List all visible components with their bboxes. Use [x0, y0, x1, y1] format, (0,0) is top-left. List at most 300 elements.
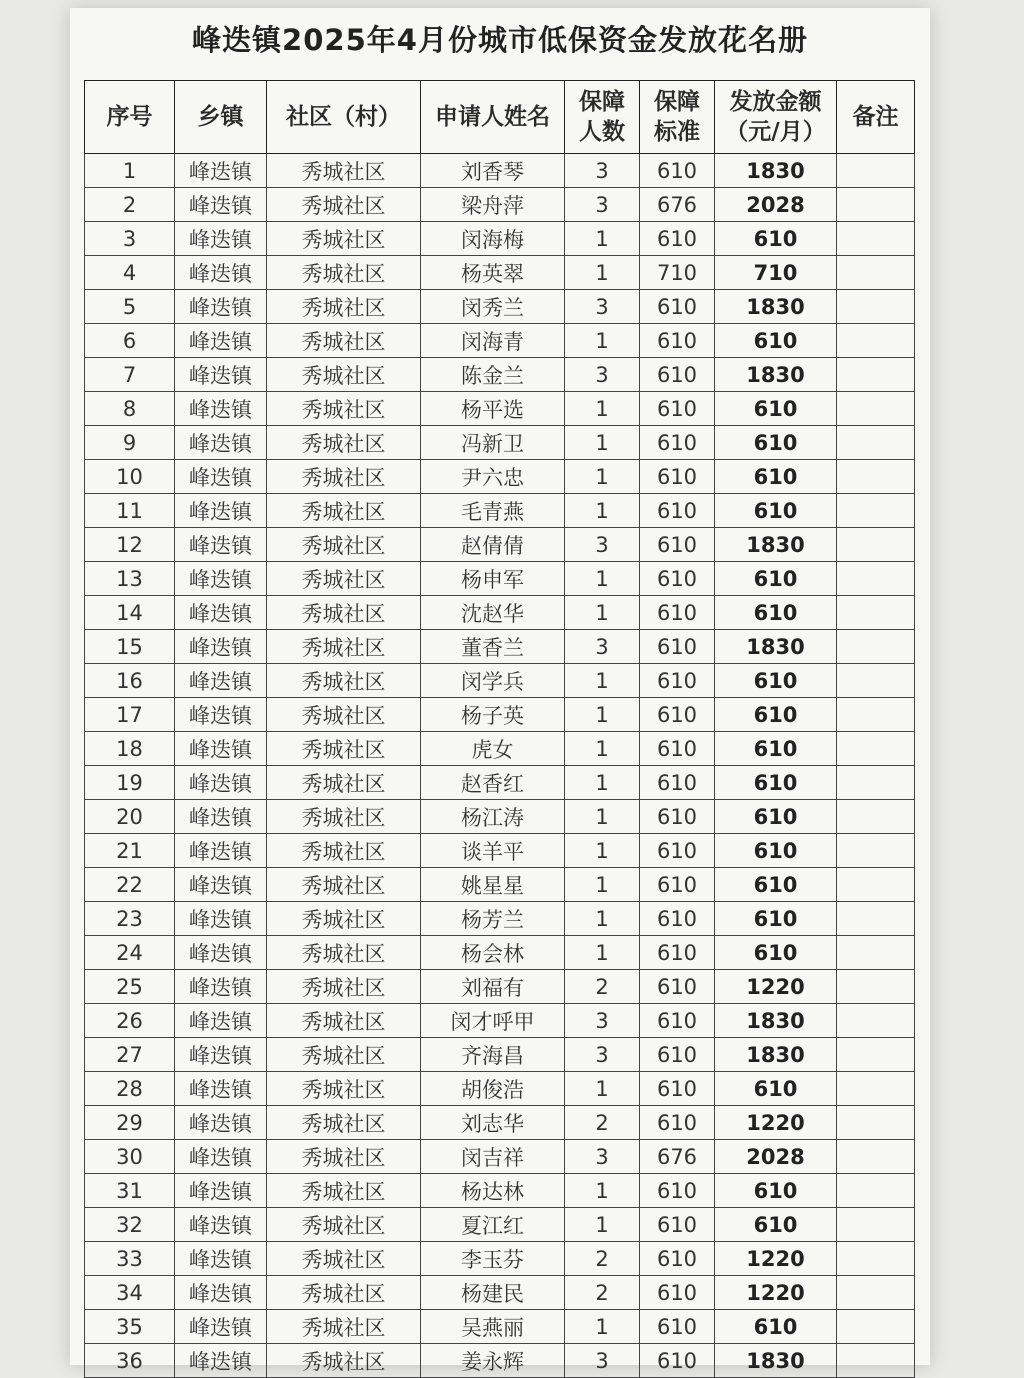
cell-persons: 1	[565, 664, 640, 698]
cell-town: 峰迭镇	[175, 256, 267, 290]
cell-persons: 1	[565, 936, 640, 970]
cell-seq: 11	[85, 494, 175, 528]
cell-community: 秀城社区	[267, 460, 421, 494]
cell-persons: 1	[565, 698, 640, 732]
cell-persons: 1	[565, 426, 640, 460]
cell-persons: 2	[565, 970, 640, 1004]
cell-standard: 610	[640, 902, 715, 936]
document-page	[70, 8, 930, 1374]
cell-remark	[837, 188, 915, 222]
cell-community: 秀城社区	[267, 970, 421, 1004]
cell-standard: 610	[640, 766, 715, 800]
table-row	[85, 1208, 915, 1242]
cell-persons: 3	[565, 188, 640, 222]
cell-town: 峰迭镇	[175, 222, 267, 256]
cell-seq: 28	[85, 1072, 175, 1106]
cell-town: 峰迭镇	[175, 1344, 267, 1378]
cell-amount: 610	[715, 1310, 837, 1344]
cell-standard: 610	[640, 562, 715, 596]
cell-persons: 1	[565, 494, 640, 528]
cell-name: 董香兰	[421, 630, 565, 664]
cell-amount: 1830	[715, 528, 837, 562]
cell-seq: 32	[85, 1208, 175, 1242]
cell-persons: 1	[565, 834, 640, 868]
header-remark: 备注	[837, 81, 915, 154]
cell-remark	[837, 154, 915, 188]
cell-remark	[837, 1344, 915, 1378]
cell-name: 刘福有	[421, 970, 565, 1004]
cell-persons: 1	[565, 732, 640, 766]
cell-standard: 710	[640, 256, 715, 290]
cell-remark	[837, 698, 915, 732]
cell-community: 秀城社区	[267, 1174, 421, 1208]
cell-name: 胡俊浩	[421, 1072, 565, 1106]
cell-persons: 3	[565, 154, 640, 188]
cell-community: 秀城社区	[267, 1276, 421, 1310]
table-row	[85, 1344, 915, 1378]
cell-town: 峰迭镇	[175, 800, 267, 834]
cell-persons: 3	[565, 630, 640, 664]
cell-town: 峰迭镇	[175, 970, 267, 1004]
cell-name: 杨芳兰	[421, 902, 565, 936]
cell-remark	[837, 664, 915, 698]
header-name: 申请人姓名	[421, 81, 565, 154]
cell-seq: 9	[85, 426, 175, 460]
cell-persons: 1	[565, 1174, 640, 1208]
cell-name: 杨建民	[421, 1276, 565, 1310]
cell-remark	[837, 392, 915, 426]
header-town: 乡镇	[175, 81, 267, 154]
cell-seq: 2	[85, 188, 175, 222]
cell-amount: 1830	[715, 1038, 837, 1072]
cell-town: 峰迭镇	[175, 358, 267, 392]
cell-seq: 18	[85, 732, 175, 766]
cell-name: 闵秀兰	[421, 290, 565, 324]
cell-town: 峰迭镇	[175, 528, 267, 562]
cell-community: 秀城社区	[267, 1072, 421, 1106]
cell-community: 秀城社区	[267, 392, 421, 426]
cell-town: 峰迭镇	[175, 290, 267, 324]
table-row	[85, 528, 915, 562]
cell-seq: 20	[85, 800, 175, 834]
cell-seq: 27	[85, 1038, 175, 1072]
header-standard	[640, 81, 715, 154]
cell-remark	[837, 766, 915, 800]
cell-amount: 610	[715, 494, 837, 528]
cell-town: 峰迭镇	[175, 1106, 267, 1140]
cell-remark	[837, 426, 915, 460]
cell-amount: 610	[715, 936, 837, 970]
cell-name: 杨申军	[421, 562, 565, 596]
cell-name: 梁舟萍	[421, 188, 565, 222]
cell-persons: 1	[565, 324, 640, 358]
table-row	[85, 1140, 915, 1174]
table-row	[85, 222, 915, 256]
cell-persons: 1	[565, 596, 640, 630]
cell-remark	[837, 1106, 915, 1140]
cell-persons: 1	[565, 222, 640, 256]
table-row	[85, 1106, 915, 1140]
table-row	[85, 970, 915, 1004]
cell-amount: 610	[715, 596, 837, 630]
cell-town: 峰迭镇	[175, 494, 267, 528]
cell-community: 秀城社区	[267, 1004, 421, 1038]
cell-community: 秀城社区	[267, 936, 421, 970]
cell-community: 秀城社区	[267, 528, 421, 562]
roster-body	[85, 154, 915, 1378]
table-row	[85, 494, 915, 528]
cell-standard: 610	[640, 1072, 715, 1106]
table-row	[85, 1310, 915, 1344]
cell-town: 峰迭镇	[175, 1004, 267, 1038]
header-amount-line1: 发放金额	[729, 89, 822, 115]
cell-remark	[837, 732, 915, 766]
header-amount-line2: （元/月）	[725, 119, 826, 145]
cell-standard: 610	[640, 936, 715, 970]
cell-seq: 4	[85, 256, 175, 290]
cell-standard: 676	[640, 188, 715, 222]
cell-standard: 610	[640, 154, 715, 188]
cell-remark	[837, 1208, 915, 1242]
table-row	[85, 1174, 915, 1208]
cell-amount: 610	[715, 698, 837, 732]
cell-name: 闵学兵	[421, 664, 565, 698]
cell-standard: 610	[640, 222, 715, 256]
cell-name: 夏江红	[421, 1208, 565, 1242]
cell-amount: 1830	[715, 290, 837, 324]
cell-name: 赵倩倩	[421, 528, 565, 562]
cell-seq: 34	[85, 1276, 175, 1310]
cell-town: 峰迭镇	[175, 936, 267, 970]
cell-remark	[837, 596, 915, 630]
cell-community: 秀城社区	[267, 800, 421, 834]
cell-name: 齐海昌	[421, 1038, 565, 1072]
cell-standard: 610	[640, 732, 715, 766]
cell-amount: 610	[715, 222, 837, 256]
cell-name: 刘志华	[421, 1106, 565, 1140]
cell-seq: 24	[85, 936, 175, 970]
cell-town: 峰迭镇	[175, 154, 267, 188]
cell-remark	[837, 1276, 915, 1310]
cell-name: 杨英翠	[421, 256, 565, 290]
cell-name: 杨平选	[421, 392, 565, 426]
cell-community: 秀城社区	[267, 256, 421, 290]
cell-community: 秀城社区	[267, 324, 421, 358]
cell-name: 刘香琴	[421, 154, 565, 188]
cell-remark	[837, 460, 915, 494]
cell-persons: 3	[565, 1140, 640, 1174]
cell-remark	[837, 1140, 915, 1174]
header-standard-line2: 标准	[654, 119, 700, 145]
cell-community: 秀城社区	[267, 494, 421, 528]
cell-town: 峰迭镇	[175, 460, 267, 494]
cell-town: 峰迭镇	[175, 1140, 267, 1174]
cell-persons: 1	[565, 460, 640, 494]
cell-name: 吴燕丽	[421, 1310, 565, 1344]
cell-name: 李玉芬	[421, 1242, 565, 1276]
cell-community: 秀城社区	[267, 664, 421, 698]
table-row	[85, 664, 915, 698]
cell-seq: 3	[85, 222, 175, 256]
cell-seq: 6	[85, 324, 175, 358]
table-row	[85, 1072, 915, 1106]
table-row	[85, 732, 915, 766]
cell-remark	[837, 936, 915, 970]
cell-standard: 610	[640, 290, 715, 324]
cell-town: 峰迭镇	[175, 1310, 267, 1344]
cell-standard: 610	[640, 1174, 715, 1208]
cell-community: 秀城社区	[267, 868, 421, 902]
cell-name: 闵吉祥	[421, 1140, 565, 1174]
table-row	[85, 358, 915, 392]
cell-amount: 1830	[715, 1344, 837, 1378]
cell-amount: 610	[715, 426, 837, 460]
cell-town: 峰迭镇	[175, 664, 267, 698]
cell-amount: 610	[715, 1208, 837, 1242]
cell-town: 峰迭镇	[175, 324, 267, 358]
table-row	[85, 460, 915, 494]
cell-persons: 1	[565, 562, 640, 596]
cell-community: 秀城社区	[267, 290, 421, 324]
cell-persons: 1	[565, 868, 640, 902]
cell-amount: 1830	[715, 1004, 837, 1038]
cell-amount: 2028	[715, 1140, 837, 1174]
cell-standard: 610	[640, 630, 715, 664]
cell-name: 杨会林	[421, 936, 565, 970]
cell-amount: 610	[715, 766, 837, 800]
cell-standard: 610	[640, 460, 715, 494]
cell-persons: 3	[565, 1038, 640, 1072]
cell-community: 秀城社区	[267, 766, 421, 800]
cell-seq: 36	[85, 1344, 175, 1378]
cell-remark	[837, 1174, 915, 1208]
cell-seq: 14	[85, 596, 175, 630]
header-seq: 序号	[85, 81, 175, 154]
header-persons-line1: 保障	[579, 89, 625, 115]
header-persons	[565, 81, 640, 154]
cell-community: 秀城社区	[267, 562, 421, 596]
cell-town: 峰迭镇	[175, 630, 267, 664]
cell-community: 秀城社区	[267, 1242, 421, 1276]
table-row	[85, 800, 915, 834]
roster-table	[84, 80, 915, 1378]
cell-persons: 1	[565, 766, 640, 800]
cell-name: 杨江涛	[421, 800, 565, 834]
cell-persons: 3	[565, 290, 640, 324]
cell-seq: 10	[85, 460, 175, 494]
cell-standard: 610	[640, 426, 715, 460]
table-row	[85, 1004, 915, 1038]
cell-town: 峰迭镇	[175, 766, 267, 800]
cell-amount: 1220	[715, 970, 837, 1004]
cell-name: 姚星星	[421, 868, 565, 902]
cell-name: 闵海青	[421, 324, 565, 358]
document-title: 峰迭镇2025年4月份城市低保资金发放花名册	[192, 23, 808, 57]
cell-town: 峰迭镇	[175, 392, 267, 426]
table-row	[85, 868, 915, 902]
table-row	[85, 630, 915, 664]
cell-seq: 26	[85, 1004, 175, 1038]
cell-standard: 610	[640, 324, 715, 358]
table-row	[85, 766, 915, 800]
cell-remark	[837, 902, 915, 936]
table-row	[85, 596, 915, 630]
cell-amount: 610	[715, 562, 837, 596]
cell-standard: 610	[640, 868, 715, 902]
cell-remark	[837, 562, 915, 596]
cell-community: 秀城社区	[267, 630, 421, 664]
table-row	[85, 936, 915, 970]
cell-community: 秀城社区	[267, 902, 421, 936]
cell-seq: 12	[85, 528, 175, 562]
cell-remark	[837, 1072, 915, 1106]
cell-name: 毛青燕	[421, 494, 565, 528]
cell-standard: 610	[640, 1310, 715, 1344]
cell-town: 峰迭镇	[175, 1038, 267, 1072]
table-row	[85, 392, 915, 426]
cell-community: 秀城社区	[267, 1344, 421, 1378]
cell-persons: 1	[565, 800, 640, 834]
cell-remark	[837, 1038, 915, 1072]
header-standard-line1: 保障	[654, 89, 700, 115]
cell-community: 秀城社区	[267, 834, 421, 868]
cell-name: 冯新卫	[421, 426, 565, 460]
header-row	[85, 81, 915, 154]
cell-seq: 29	[85, 1106, 175, 1140]
cell-seq: 5	[85, 290, 175, 324]
cell-community: 秀城社区	[267, 1208, 421, 1242]
cell-remark	[837, 1004, 915, 1038]
cell-amount: 610	[715, 1072, 837, 1106]
cell-town: 峰迭镇	[175, 698, 267, 732]
cell-persons: 3	[565, 358, 640, 392]
cell-amount: 1220	[715, 1276, 837, 1310]
cell-amount: 610	[715, 1174, 837, 1208]
cell-community: 秀城社区	[267, 222, 421, 256]
cell-standard: 676	[640, 1140, 715, 1174]
cell-town: 峰迭镇	[175, 596, 267, 630]
cell-seq: 13	[85, 562, 175, 596]
cell-town: 峰迭镇	[175, 902, 267, 936]
cell-name: 闵才呼甲	[421, 1004, 565, 1038]
cell-amount: 610	[715, 868, 837, 902]
cell-seq: 19	[85, 766, 175, 800]
cell-standard: 610	[640, 596, 715, 630]
cell-name: 沈赵华	[421, 596, 565, 630]
cell-standard: 610	[640, 664, 715, 698]
cell-persons: 1	[565, 1072, 640, 1106]
cell-persons: 1	[565, 902, 640, 936]
table-row	[85, 188, 915, 222]
table-row	[85, 154, 915, 188]
cell-standard: 610	[640, 1344, 715, 1378]
cell-town: 峰迭镇	[175, 868, 267, 902]
header-amount	[715, 81, 837, 154]
cell-seq: 30	[85, 1140, 175, 1174]
cell-seq: 1	[85, 154, 175, 188]
cell-amount: 610	[715, 800, 837, 834]
cell-standard: 610	[640, 358, 715, 392]
cell-persons: 3	[565, 1004, 640, 1038]
cell-standard: 610	[640, 834, 715, 868]
cell-seq: 17	[85, 698, 175, 732]
table-row	[85, 324, 915, 358]
cell-standard: 610	[640, 528, 715, 562]
cell-remark	[837, 1242, 915, 1276]
cell-name: 杨达林	[421, 1174, 565, 1208]
cell-name: 虎女	[421, 732, 565, 766]
cell-seq: 25	[85, 970, 175, 1004]
cell-remark	[837, 290, 915, 324]
cell-amount: 610	[715, 460, 837, 494]
cell-remark	[837, 528, 915, 562]
cell-seq: 15	[85, 630, 175, 664]
cell-community: 秀城社区	[267, 426, 421, 460]
table-row	[85, 426, 915, 460]
cell-town: 峰迭镇	[175, 1072, 267, 1106]
cell-amount: 2028	[715, 188, 837, 222]
cell-town: 峰迭镇	[175, 1276, 267, 1310]
table-row	[85, 902, 915, 936]
cell-amount: 710	[715, 256, 837, 290]
cell-standard: 610	[640, 800, 715, 834]
cell-remark	[837, 970, 915, 1004]
cell-standard: 610	[640, 494, 715, 528]
cell-standard: 610	[640, 1208, 715, 1242]
cell-persons: 1	[565, 1208, 640, 1242]
cell-community: 秀城社区	[267, 188, 421, 222]
cell-community: 秀城社区	[267, 154, 421, 188]
cell-amount: 610	[715, 902, 837, 936]
cell-seq: 7	[85, 358, 175, 392]
cell-persons: 2	[565, 1106, 640, 1140]
cell-community: 秀城社区	[267, 1310, 421, 1344]
cell-persons: 1	[565, 392, 640, 426]
table-row	[85, 290, 915, 324]
table-row	[85, 562, 915, 596]
cell-community: 秀城社区	[267, 732, 421, 766]
table-row	[85, 256, 915, 290]
cell-town: 峰迭镇	[175, 1208, 267, 1242]
table-row	[85, 1038, 915, 1072]
cell-standard: 610	[640, 1276, 715, 1310]
cell-standard: 610	[640, 1004, 715, 1038]
table-row	[85, 1242, 915, 1276]
cell-amount: 1830	[715, 358, 837, 392]
cell-seq: 8	[85, 392, 175, 426]
cell-seq: 16	[85, 664, 175, 698]
cell-amount: 610	[715, 732, 837, 766]
cell-amount: 610	[715, 392, 837, 426]
cell-remark	[837, 324, 915, 358]
cell-amount: 1220	[715, 1106, 837, 1140]
cell-remark	[837, 800, 915, 834]
cell-name: 姜永辉	[421, 1344, 565, 1378]
cell-name: 闵海梅	[421, 222, 565, 256]
cell-town: 峰迭镇	[175, 188, 267, 222]
cell-persons: 2	[565, 1276, 640, 1310]
cell-town: 峰迭镇	[175, 1242, 267, 1276]
table-row	[85, 834, 915, 868]
table-row	[85, 1276, 915, 1310]
cell-seq: 21	[85, 834, 175, 868]
cell-standard: 610	[640, 1038, 715, 1072]
cell-name: 陈金兰	[421, 358, 565, 392]
cell-community: 秀城社区	[267, 1106, 421, 1140]
cell-remark	[837, 1310, 915, 1344]
cell-standard: 610	[640, 392, 715, 426]
header-community: 社区（村）	[267, 81, 421, 154]
